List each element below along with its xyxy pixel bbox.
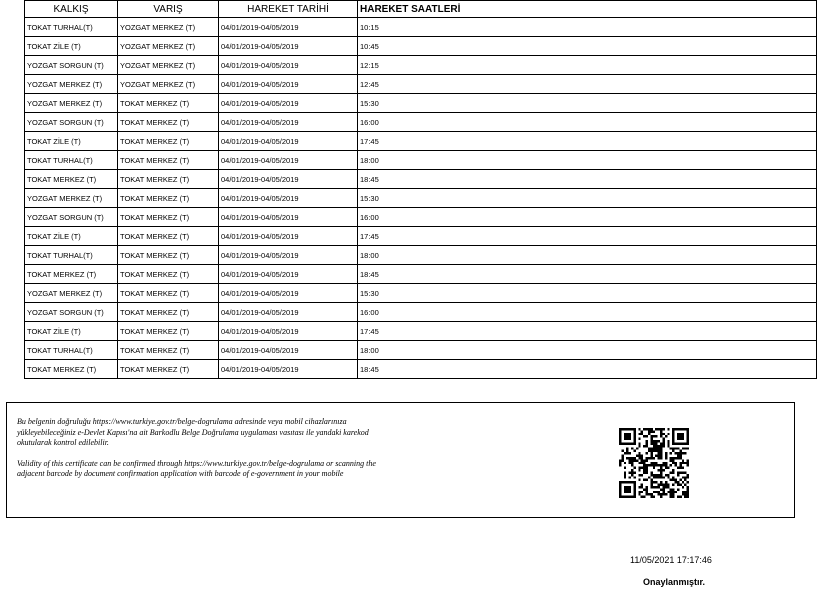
date-range-cell: 04/01/2019-04/05/2019	[219, 360, 358, 379]
header-departure: KALKIŞ	[25, 1, 118, 18]
table-row	[25, 132, 817, 151]
time-cell: 15:30	[358, 284, 817, 303]
time-cell: 15:30	[358, 189, 817, 208]
time-cell: 18:45	[358, 360, 817, 379]
table-row	[25, 246, 817, 265]
departure-cell: TOKAT TURHAL(T)	[25, 151, 118, 170]
timestamp: 11/05/2021 17:17:46	[630, 555, 712, 565]
date-range-cell: 04/01/2019-04/05/2019	[219, 37, 358, 56]
verification-text	[17, 417, 387, 490]
time-cell: 18:45	[358, 265, 817, 284]
departure-cell: TOKAT MERKEZ (T)	[25, 170, 118, 189]
time-cell: 17:45	[358, 322, 817, 341]
arrival-cell: YOZGAT MERKEZ (T)	[118, 75, 219, 94]
date-range-cell: 04/01/2019-04/05/2019	[219, 94, 358, 113]
departure-cell: YOZGAT MERKEZ (T)	[25, 189, 118, 208]
table-row	[25, 265, 817, 284]
table-row	[25, 208, 817, 227]
date-range-cell: 04/01/2019-04/05/2019	[219, 322, 358, 341]
time-cell: 16:00	[358, 113, 817, 132]
departure-cell: YOZGAT SORGUN (T)	[25, 303, 118, 322]
table-row	[25, 303, 817, 322]
date-range-cell: 04/01/2019-04/05/2019	[219, 113, 358, 132]
table-row	[25, 341, 817, 360]
departure-cell: YOZGAT MERKEZ (T)	[25, 94, 118, 113]
approval-status: Onaylanmıştır.	[643, 577, 706, 587]
qr-code-icon	[619, 428, 689, 498]
time-cell: 18:00	[358, 151, 817, 170]
arrival-cell: YOZGAT MERKEZ (T)	[118, 37, 219, 56]
date-range-cell: 04/01/2019-04/05/2019	[219, 189, 358, 208]
time-cell: 17:45	[358, 227, 817, 246]
table-row	[25, 227, 817, 246]
table-row	[25, 94, 817, 113]
date-range-cell: 04/01/2019-04/05/2019	[219, 132, 358, 151]
departure-cell: TOKAT MERKEZ (T)	[25, 265, 118, 284]
date-range-cell: 04/01/2019-04/05/2019	[219, 284, 358, 303]
verification-text-en: Validity of this certificate can be confirmed through https://www.turkiye.gov.tr/belge-dogrulama or scanning the adjacent barcode by document confirmation application with barcode of e-government in your mobile	[17, 458, 376, 478]
table-row	[25, 75, 817, 94]
arrival-cell: TOKAT MERKEZ (T)	[118, 189, 219, 208]
departure-cell: YOZGAT MERKEZ (T)	[25, 75, 118, 94]
date-range-cell: 04/01/2019-04/05/2019	[219, 208, 358, 227]
date-range-cell: 04/01/2019-04/05/2019	[219, 75, 358, 94]
header-times: HAREKET SAATLERİ	[358, 1, 817, 18]
date-range-cell: 04/01/2019-04/05/2019	[219, 170, 358, 189]
arrival-cell: TOKAT MERKEZ (T)	[118, 303, 219, 322]
table-row	[25, 37, 817, 56]
time-cell: 12:15	[358, 56, 817, 75]
table-row	[25, 113, 817, 132]
departure-cell: YOZGAT MERKEZ (T)	[25, 284, 118, 303]
time-cell: 18:00	[358, 341, 817, 360]
arrival-cell: TOKAT MERKEZ (T)	[118, 94, 219, 113]
table-row	[25, 170, 817, 189]
arrival-cell: YOZGAT MERKEZ (T)	[118, 56, 219, 75]
verification-box	[6, 402, 795, 518]
arrival-cell: TOKAT MERKEZ (T)	[118, 170, 219, 189]
date-range-cell: 04/01/2019-04/05/2019	[219, 18, 358, 37]
table-row	[25, 151, 817, 170]
date-range-cell: 04/01/2019-04/05/2019	[219, 246, 358, 265]
departure-cell: TOKAT ZİLE (T)	[25, 227, 118, 246]
departure-cell: TOKAT ZİLE (T)	[25, 37, 118, 56]
table-row	[25, 284, 817, 303]
arrival-cell: TOKAT MERKEZ (T)	[118, 208, 219, 227]
arrival-cell: TOKAT MERKEZ (T)	[118, 132, 219, 151]
table-row	[25, 18, 817, 37]
date-range-cell: 04/01/2019-04/05/2019	[219, 303, 358, 322]
arrival-cell: TOKAT MERKEZ (T)	[118, 113, 219, 132]
time-cell: 10:15	[358, 18, 817, 37]
departure-cell: TOKAT TURHAL(T)	[25, 341, 118, 360]
date-range-cell: 04/01/2019-04/05/2019	[219, 56, 358, 75]
departure-cell: TOKAT ZİLE (T)	[25, 322, 118, 341]
departure-cell: TOKAT ZİLE (T)	[25, 132, 118, 151]
departure-cell: YOZGAT SORGUN (T)	[25, 208, 118, 227]
schedule-table	[24, 0, 817, 379]
arrival-cell: TOKAT MERKEZ (T)	[118, 341, 219, 360]
arrival-cell: TOKAT MERKEZ (T)	[118, 322, 219, 341]
table-row	[25, 56, 817, 75]
arrival-cell: TOKAT MERKEZ (T)	[118, 284, 219, 303]
departure-cell: YOZGAT SORGUN (T)	[25, 56, 118, 75]
departure-cell: TOKAT TURHAL(T)	[25, 246, 118, 265]
arrival-cell: YOZGAT MERKEZ (T)	[118, 18, 219, 37]
arrival-cell: TOKAT MERKEZ (T)	[118, 227, 219, 246]
time-cell: 15:30	[358, 94, 817, 113]
arrival-cell: TOKAT MERKEZ (T)	[118, 151, 219, 170]
time-cell: 12:45	[358, 75, 817, 94]
date-range-cell: 04/01/2019-04/05/2019	[219, 341, 358, 360]
time-cell: 18:45	[358, 170, 817, 189]
time-cell: 17:45	[358, 132, 817, 151]
date-range-cell: 04/01/2019-04/05/2019	[219, 151, 358, 170]
departure-cell: TOKAT MERKEZ (T)	[25, 360, 118, 379]
table-header-row	[25, 1, 817, 18]
date-range-cell: 04/01/2019-04/05/2019	[219, 227, 358, 246]
arrival-cell: TOKAT MERKEZ (T)	[118, 360, 219, 379]
arrival-cell: TOKAT MERKEZ (T)	[118, 246, 219, 265]
header-arrival: VARIŞ	[118, 1, 219, 18]
time-cell: 16:00	[358, 303, 817, 322]
departure-cell: TOKAT TURHAL(T)	[25, 18, 118, 37]
table-row	[25, 322, 817, 341]
date-range-cell: 04/01/2019-04/05/2019	[219, 265, 358, 284]
time-cell: 10:45	[358, 37, 817, 56]
time-cell: 18:00	[358, 246, 817, 265]
arrival-cell: TOKAT MERKEZ (T)	[118, 265, 219, 284]
table-row	[25, 189, 817, 208]
header-date: HAREKET TARİHİ	[219, 1, 358, 18]
departure-cell: YOZGAT SORGUN (T)	[25, 113, 118, 132]
table-row	[25, 360, 817, 379]
verification-text-tr: Bu belgenin doğruluğu https://www.turkiye.gov.tr/belge-dogrulama adresinde veya mobil cihazlarınıza yükleyebileceğiniz e-Devlet Kapısı'na ait Barkodlu Belge Doğrulama uygulaması vasıtası ile yandaki karekod okutularak kontrol edilebilir.	[17, 417, 369, 447]
time-cell: 16:00	[358, 208, 817, 227]
